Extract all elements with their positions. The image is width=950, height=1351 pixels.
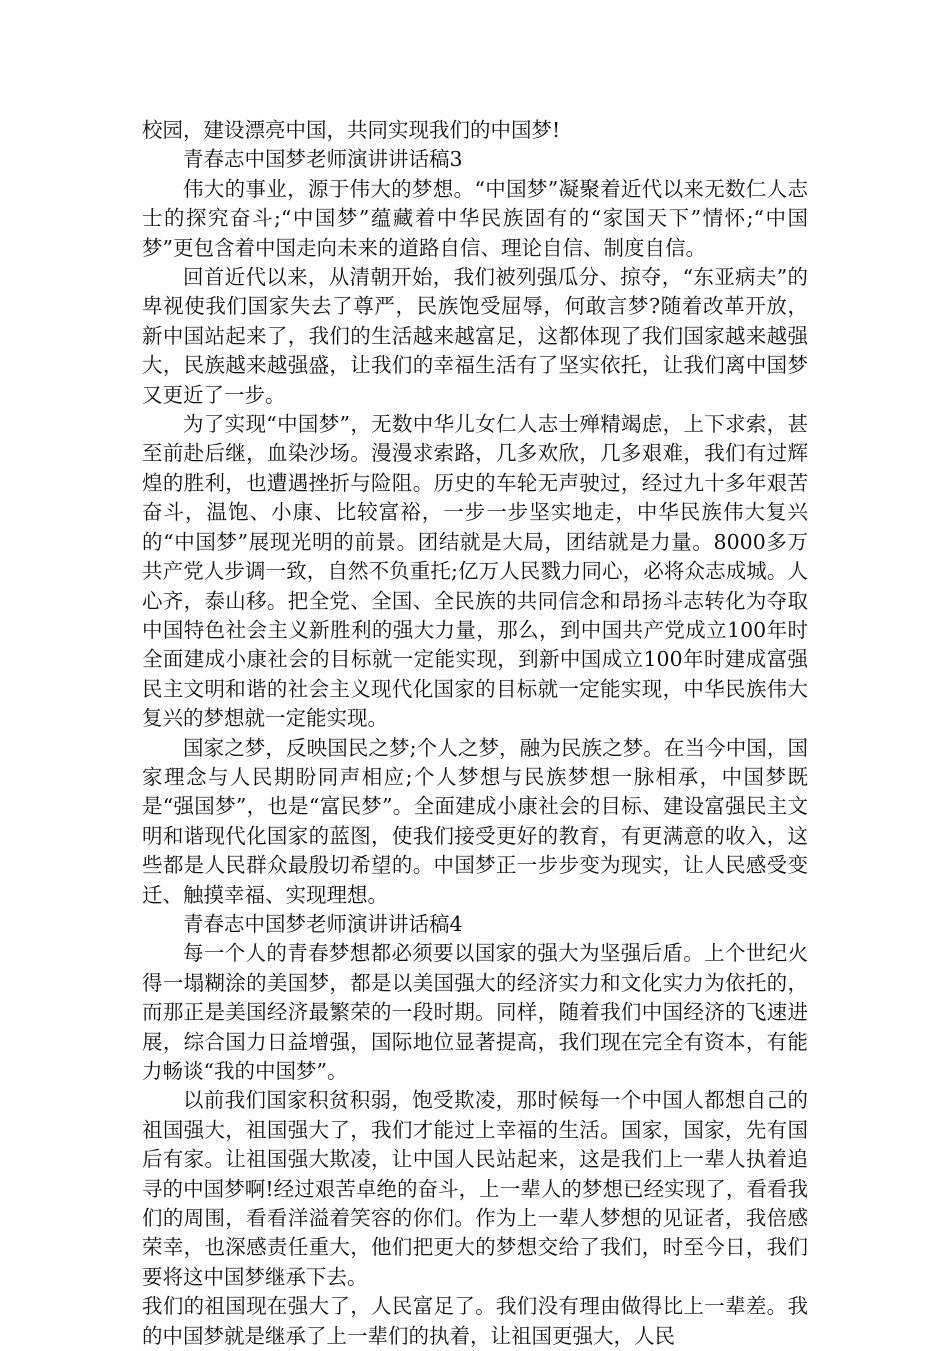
- paragraph-7: 以前我们国家积贫积弱，饱受欺凌，那时候每一个中国人都想自己的祖国强大，祖国强大了，我们才能过上幸福的生活。国家，国家，先有国后有家。让祖国强大欺凌，让中国人民站起来，这是我们上一辈人执着追寻的中国梦啊!经过艰苦卓绝的奋斗，上一辈人的梦想已经实现了，看看我们的周围，看看洋溢着笑容的你们。作为上一辈人梦想的见证者，我倍感荣幸，也深感责任重大，他们把更大的梦想交给了我们，时至今日，我们要将这中国梦继承下去。: [142, 1088, 808, 1289]
- paragraph-6: 每一个人的青春梦想都必须要以国家的强大为坚强后盾。上个世纪火得一塌糊涂的美国梦，都是以美国强大的经济实力和文化实力为依托的，而那正是美国经济最繁荣的一段时期。同样，随着我们中国经济的飞速进展，综合国力日益增强，国际地位显著提高，我们现在完全有资本，有能力畅谈“我的中国梦”。: [142, 941, 808, 1083]
- paragraph-8: 我们的祖国现在强大了，人民富足了。我们没有理由做得比上一辈差。我的中国梦就是继承了上一辈们的执着，让祖国更强大，人民: [142, 1294, 808, 1348]
- paragraph-2: 伟大的事业，源于伟大的梦想。“中国梦”凝聚着近代以来无数仁人志士的探究奋斗;“中国梦”蕴藏着中华民族固有的“家国天下”情怀;“中国梦”更包含着中国走向未来的道路自信、理论自信、制度自信。: [142, 176, 808, 260]
- paragraph-3: 回首近代以来，从清朝开始，我们被列强瓜分、掠夺，“东亚病夫”的卑视使我们国家失去了尊严，民族饱受屈辱，何敢言梦?随着改革开放，新中国站起来了，我们的生活越来越富足，这都体现了我们国家越来越强大，民族越来越强盛，让我们的幸福生活有了坚实依托，让我们离中国梦又更近了一步。: [142, 265, 808, 407]
- paragraph-5: 国家之梦，反映国民之梦;个人之梦，融为民族之梦。在当今中国，国家理念与人民期盼同声相应;个人梦想与民族梦想一脉相承，中国梦既是“强国梦”，也是“富民梦”。全面建成小康社会的目标、建设富强民主文明和谐现代化国家的蓝图，使我们接受更好的教育，有更满意的收入，这些都是人民群众最殷切希望的。中国梦正一步步变为现实，让人民感受变迁、触摸幸福、实现理想。: [142, 735, 808, 907]
- document-page: [142, 116, 808, 1351]
- paragraph-1: 校园，建设漂亮中国，共同实现我们的中国梦!: [142, 118, 561, 142]
- section-heading-3: 青春志中国梦老师演讲讲话稿3: [183, 147, 463, 172]
- section-heading-4: 青春志中国梦老师演讲讲话稿4: [183, 911, 463, 936]
- paragraph-4: 为了实现“中国梦”，无数中华儿女仁人志士殚精竭虑，上下求索，甚至前赴后继，血染沙场。漫漫求索路，几多欢欣，几多艰难，我们有过辉煌的胜利，也遭遇挫折与险阻。历史的车轮无声驶过，经过九十多年艰苦奋斗，温饱、小康、比较富裕，一步一步坚实地走，中华民族伟大复兴的“中国梦”展现光明的前景。团结就是大局，团结就是力量。8000多万共产党人步调一致，自然不负重托;亿万人民戮力同心，必将众志成城。人心齐，泰山移。把全党、全国、全民族的共同信念和昂扬斗志转化为夺取中国特色社会主义新胜利的强大力量，那么，到中国共产党成立100年时全面建成小康社会的目标就一定能实现，到新中国成立100年时建成富强民主文明和谐的社会主义现代化国家的目标就一定能实现，中华民族伟大复兴的梦想就一定能实现。: [142, 412, 808, 731]
